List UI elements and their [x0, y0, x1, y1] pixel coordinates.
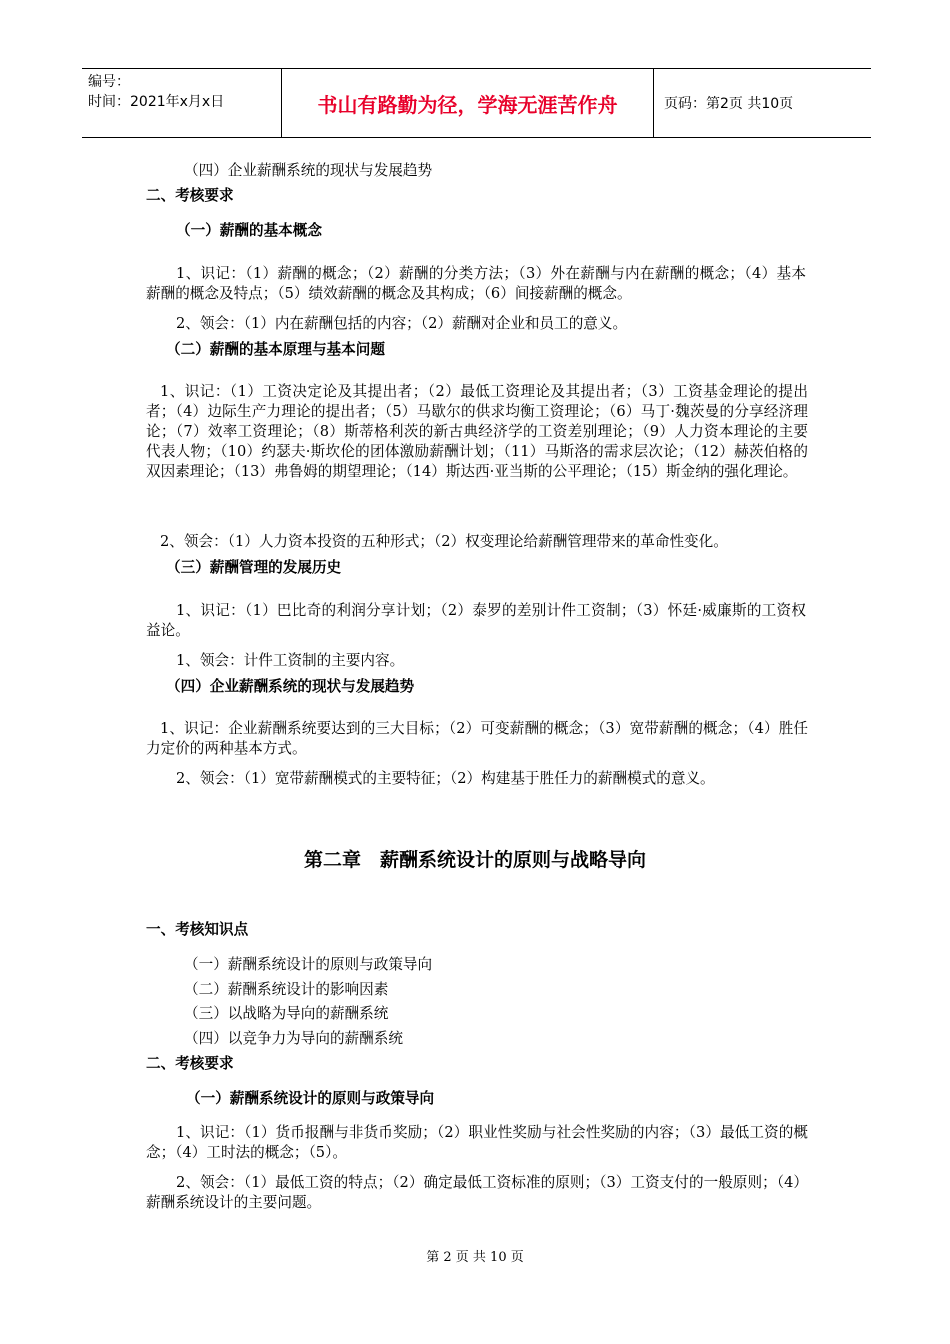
- subsection-heading: （四）企业薪酬系统的现状与发展趋势: [166, 678, 415, 695]
- page-header: [82, 68, 871, 138]
- paragraph: 1、识记：（1）工资决定论及其提出者；（2）最低工资理论及其提出者；（3）工资基金理论的提出者；（4）边际生产力理论的提出者；（5）马歇尔的供求均衡工资理论；（6）马丁·魏茨曼的分享经济理论；（7）效率工资理论；（8）斯蒂格利茨的新古典经济学的工资差别理论；（9）人力资本理论的主要代表人物；（10）约瑟夫·斯坎伦的团体激励薪酬计划；（11）马斯洛的需求层次论；（12）赫茨伯格的双因素理论；（13）弗鲁姆的期望理论；（14）斯达西·亚当斯的公平理论；（15）斯金纳的强化理论。: [146, 383, 808, 480]
- list-item: （二）薪酬系统设计的影响因素: [184, 981, 389, 998]
- list-item: （四）以竞争力为导向的薪酬系统: [184, 1030, 403, 1047]
- subsection-heading: （三）薪酬管理的发展历史: [166, 559, 342, 576]
- chapter-title: 第二章 薪酬系统设计的原则与战略导向: [303, 849, 646, 871]
- section-heading: 一、考核知识点: [146, 921, 249, 938]
- time-label: 时间：2021年x月x日: [88, 94, 225, 110]
- paragraph: 2、领会：（1）最低工资的特点；（2）确定最低工资标准的原则；（3）工资支付的一般原则；（4）薪酬系统设计的主要问题。: [146, 1174, 808, 1211]
- header-meta: [82, 69, 282, 137]
- subsection-heading: （一）薪酬的基本概念: [176, 222, 322, 239]
- paragraph: 1、识记：（1）薪酬的概念；（2）薪酬的分类方法；（3）外在薪酬与内在薪酬的概念；（4）基本薪酬的概念及特点；（5）绩效薪酬的概念及其构成；（6）间接薪酬的概念。: [146, 265, 806, 302]
- section-heading: 二、考核要求: [146, 187, 234, 204]
- paragraph: 1、识记：（1）巴比奇的利润分享计划；（2）泰罗的差别计件工资制；（3）怀廷·威廉斯的工资权益论。: [146, 602, 806, 639]
- paragraph: 1、识记：（1）货币报酬与非货币奖励；（2）职业性奖励与社会性奖励的内容；（3）最低工资的概念；（4）工时法的概念；（5）。: [146, 1124, 808, 1161]
- subsection-heading: （一）薪酬系统设计的原则与政策导向: [186, 1090, 435, 1107]
- header-page-info: 页码：第2页 共10页: [664, 96, 794, 112]
- number-label: 编号：: [88, 74, 130, 90]
- text-line: 2、领会：（1）内在薪酬包括的内容；（2）薪酬对企业和员工的意义。: [176, 315, 628, 332]
- text-line: （四）企业薪酬系统的现状与发展趋势: [184, 162, 433, 179]
- text-line: 2、领会：（1）人力资本投资的五种形式；（2）权变理论给薪酬管理带来的革命性变化。: [160, 533, 728, 550]
- subsection-heading: （二）薪酬的基本原理与基本问题: [166, 341, 385, 358]
- section-heading: 二、考核要求: [146, 1055, 234, 1072]
- text-line: 1、领会：计件工资制的主要内容。: [176, 652, 405, 669]
- page-footer: 第 2 页 共 10 页: [426, 1250, 524, 1265]
- header-motto: 书山有路勤为径，学海无涯苦作舟: [282, 69, 654, 137]
- paragraph: 1、识记：企业薪酬系统要达到的三大目标；（2）可变薪酬的概念；（3）宽带薪酬的概念；（4）胜任力定价的两种基本方式。: [146, 720, 808, 757]
- list-item: （一）薪酬系统设计的原则与政策导向: [184, 956, 433, 973]
- list-item: （三）以战略为导向的薪酬系统: [184, 1005, 389, 1022]
- text-line: 2、领会：（1）宽带薪酬模式的主要特征；（2）构建基于胜任力的薪酬模式的意义。: [176, 770, 715, 787]
